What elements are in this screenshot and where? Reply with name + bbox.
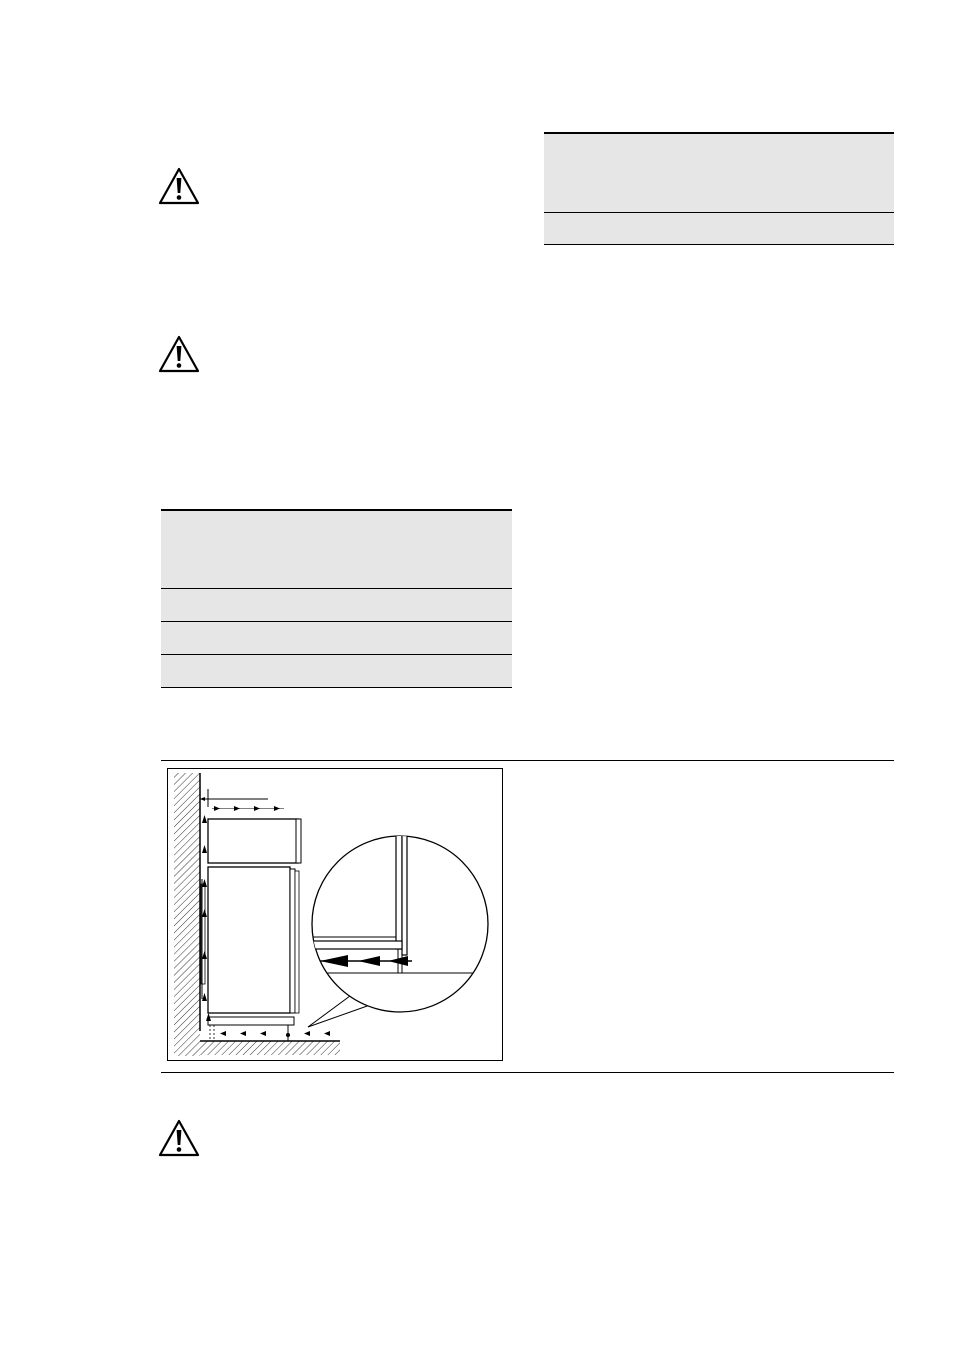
- ventilation-diagram: [167, 768, 503, 1061]
- warning-triangle-icon: [158, 335, 200, 373]
- plinth: [208, 1017, 294, 1041]
- table-bottom-rule: [544, 244, 894, 245]
- table-row: [544, 212, 894, 244]
- ventilation-diagram-drawing: [168, 769, 502, 1060]
- table-row: [161, 654, 512, 687]
- table-header: [161, 509, 512, 588]
- detail-magnifier: [308, 829, 498, 1012]
- warning-triangle-icon: [158, 1119, 200, 1157]
- table-row: [161, 588, 512, 621]
- table-row: [161, 621, 512, 654]
- warning-triangle-icon: [158, 167, 200, 205]
- table-bottom-rule: [161, 687, 512, 688]
- section-rule-top: [161, 760, 894, 761]
- upper-cabinet: [208, 819, 301, 863]
- section-rule-bottom: [161, 1072, 894, 1073]
- refrigerator-body: [201, 867, 299, 1013]
- clearance-marker: [200, 789, 268, 807]
- airflow-arrows-bottom: [220, 1031, 330, 1036]
- table-header: [544, 132, 894, 212]
- wall-hatched: [174, 773, 200, 1056]
- airflow-arrows-top: [212, 806, 284, 811]
- floor-hatched: [200, 1041, 340, 1055]
